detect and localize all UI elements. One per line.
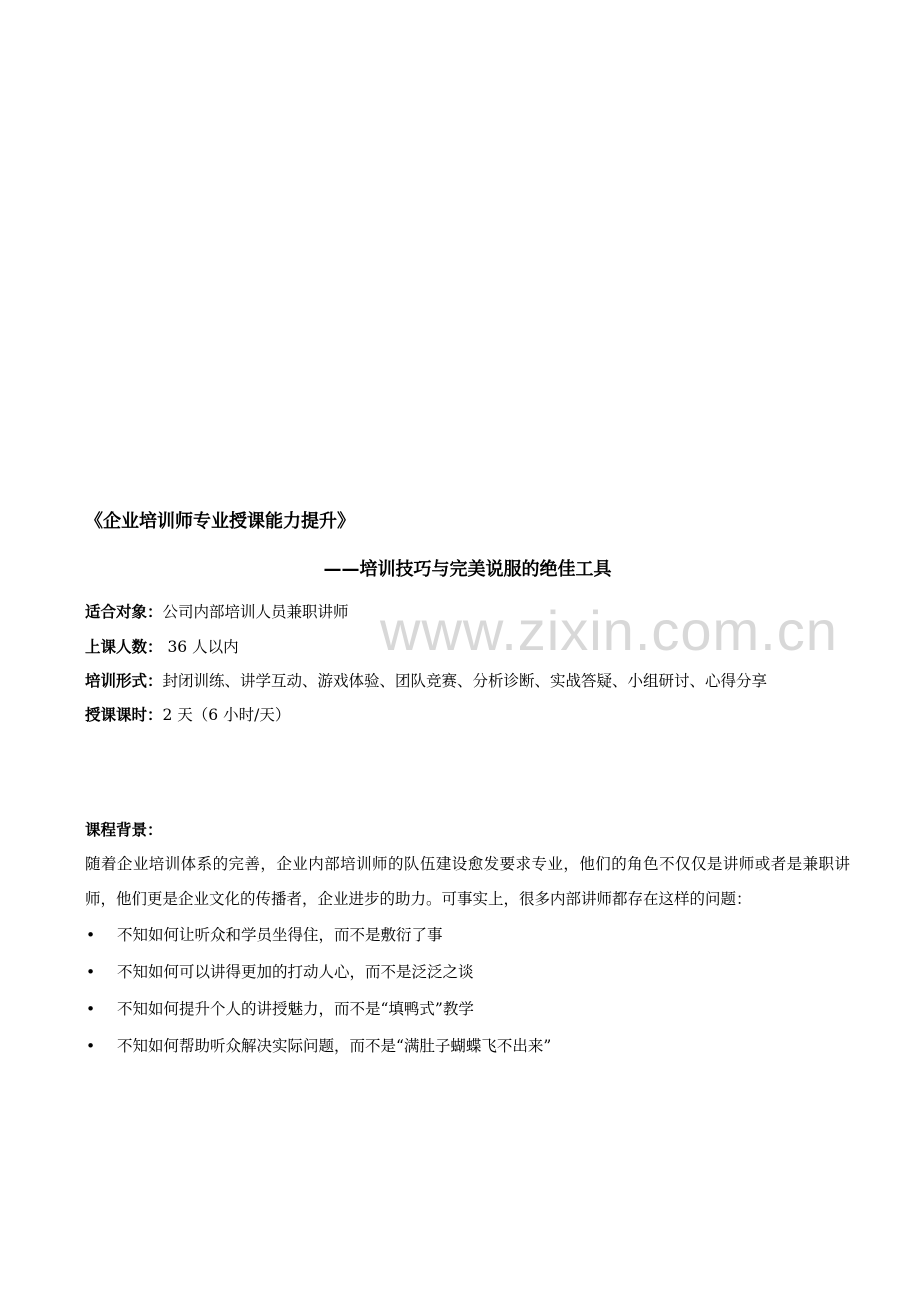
list-item-text: 不知如何可以讲得更加的打动人心，而不是泛泛之谈 xyxy=(117,963,474,981)
list-item xyxy=(85,917,850,954)
background-heading: 课程背景： xyxy=(85,821,163,839)
count-label: 上课人数： xyxy=(85,638,163,656)
bullet-icon: • xyxy=(86,1000,96,1018)
duration-value: 2 天（6 小时/天） xyxy=(162,706,291,724)
duration-row xyxy=(85,698,850,733)
format-row xyxy=(85,665,850,698)
course-title: 《企业培训师专业授课能力提升》 xyxy=(85,511,355,532)
count-value: 36 人以内 xyxy=(162,638,239,656)
format-value: 封闭训练、讲学互动、游戏体验、团队竞赛、分析诊断、实战答疑、小组研讨、心得分享 xyxy=(162,672,768,690)
course-info xyxy=(85,595,850,733)
list-item-text: 不知如何让听众和学员坐得住，而不是敷衍了事 xyxy=(117,926,443,944)
bullet-icon: • xyxy=(86,1037,96,1055)
bullet-icon: • xyxy=(86,963,96,981)
audience-row xyxy=(85,595,850,630)
list-item xyxy=(85,954,850,991)
course-subtitle: ——培训技巧与完美说服的绝佳工具 xyxy=(323,559,612,580)
problem-list xyxy=(85,917,850,1065)
background-section xyxy=(85,814,850,1065)
list-item-text: 不知如何帮助听众解决实际问题，而不是“满肚子蝴蝶飞不出来” xyxy=(117,1037,552,1055)
count-row xyxy=(85,630,850,665)
bullet-icon: • xyxy=(86,926,96,944)
list-item xyxy=(85,991,850,1028)
duration-label: 授课课时： xyxy=(85,706,163,724)
watermark: www.zixin.com.cn xyxy=(380,599,838,662)
audience-value: 公司内部培训人员兼职讲师 xyxy=(162,603,349,621)
background-paragraph: 随着企业培训体系的完善，企业内部培训师的队伍建设愈发要求专业，他们的角色不仅仅是讲师或者是兼职讲师，他们更是企业文化的传播者，企业进步的助力。可事实上，很多内部讲师都存在这样的问题： xyxy=(85,855,850,908)
audience-label: 适合对象： xyxy=(85,603,163,621)
format-label: 培训形式： xyxy=(85,672,163,690)
list-item xyxy=(85,1028,850,1065)
list-item-text: 不知如何提升个人的讲授魅力，而不是“填鸭式”教学 xyxy=(117,1000,474,1018)
